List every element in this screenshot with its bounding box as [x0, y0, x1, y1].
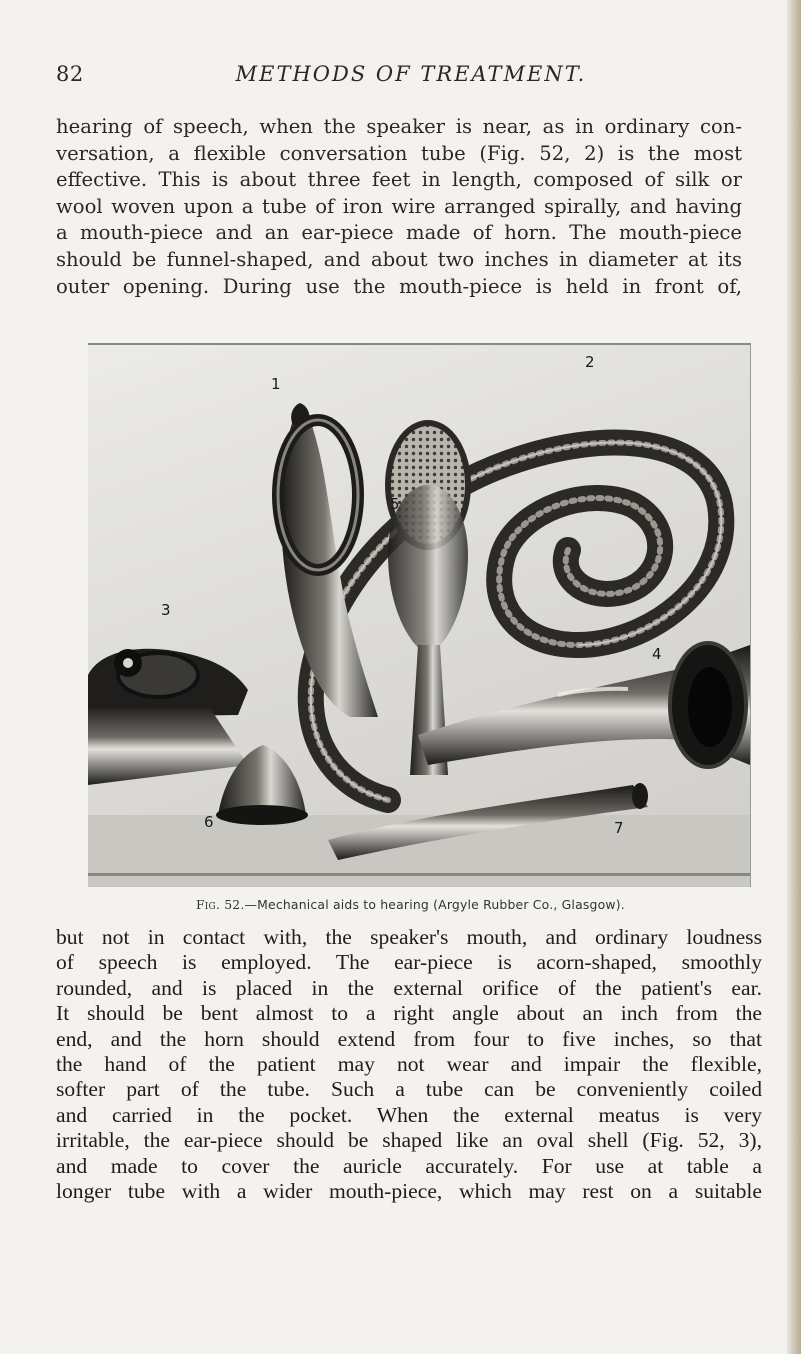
figure-label-5: 5: [390, 495, 400, 513]
figure-caption-text: —Mechanical aids to hearing (Argyle Rubber Co., Glasgow).: [244, 897, 625, 912]
text-line: end, and the horn should extend from four to five inches, so that: [56, 1026, 762, 1051]
figure-caption: [196, 897, 625, 912]
text-line: versation, a flexible conversation tube (Fig. 52, 2) is the most: [56, 141, 742, 165]
running-title: METHODS OF TREATMENT.: [235, 62, 587, 86]
figure-photograph: [88, 343, 751, 887]
page-edge: [787, 0, 801, 1354]
page-number: 82: [56, 62, 84, 86]
text-line: outer opening. During use the mouth-piece is held in front of,: [56, 274, 742, 298]
text-line: wool woven upon a tube of iron wire arranged spirally, and having: [56, 194, 742, 218]
figure-label-6: 6: [204, 813, 214, 831]
text-line: longer tube with a wider mouth-piece, which may rest on a suitable: [56, 1179, 762, 1204]
text-line: and carried in the pocket. When the external meatus is very: [56, 1102, 762, 1127]
hearing-aids-illustration: [88, 345, 750, 887]
text-line: a mouth-piece and an ear-piece made of horn. The mouth-piece: [56, 221, 742, 245]
mesh-mouthpiece-5: [388, 423, 468, 775]
text-line: It should be bent almost to a right angle about an inch from the: [56, 1001, 762, 1026]
paragraph-top: [56, 114, 742, 300]
text-line: effective. This is about three feet in length, composed of silk or: [56, 168, 742, 192]
text-line: and made to cover the auricle accurately. For use at table a: [56, 1153, 762, 1178]
text-line: the hand of the patient may not wear and impair the flexible,: [56, 1052, 762, 1077]
text-line: hearing of speech, when the speaker is near, as in ordinary con-: [56, 115, 742, 138]
text-line: but not in contact with, the speaker's mouth, and ordinary loudness: [56, 925, 762, 949]
shell-earpiece-3: [88, 649, 248, 785]
running-head: [56, 62, 736, 92]
paragraph-bottom: [56, 925, 762, 1204]
figure-label-3: 3: [161, 601, 171, 619]
horn-mouthpiece-4: [418, 643, 750, 767]
text-line: irritable, the ear-piece should be shaped like an oval shell (Fig. 52, 3),: [56, 1128, 762, 1153]
text-line: rounded, and is placed in the external orifice of the patient's ear.: [56, 975, 762, 1000]
figure-label-2: 2: [585, 353, 595, 371]
figure-number: Fig. 52.: [196, 897, 245, 912]
figure-label-7: 7: [614, 819, 624, 837]
text-line: of speech is employed. The ear-piece is acorn-shaped, smoothly: [56, 950, 762, 975]
figure-label-1: 1: [271, 375, 281, 393]
text-line: softer part of the tube. Such a tube can be conveniently coiled: [56, 1077, 762, 1102]
text-line: should be funnel-shaped, and about two inches in diameter at its: [56, 247, 742, 271]
figure-baseline: [88, 873, 750, 876]
figure-label-4: 4: [652, 645, 662, 663]
